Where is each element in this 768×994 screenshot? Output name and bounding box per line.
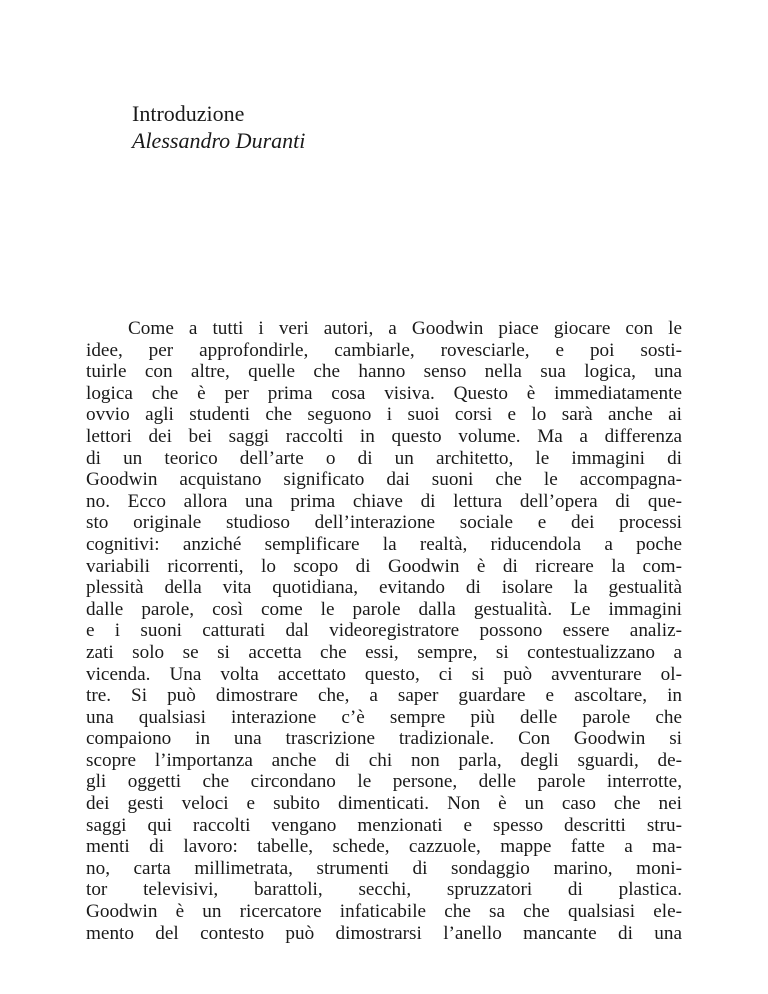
chapter-author: Alessandro Duranti xyxy=(132,128,306,153)
chapter-title: Introduzione xyxy=(132,101,245,126)
text-line: no, carta millimetrata, strumenti di sondaggio marino, moni- xyxy=(86,857,682,879)
text-line: saggi qui raccolti vengano menzionati e spesso descritti stru- xyxy=(86,814,682,836)
text-line: variabili ricorrenti, lo scopo di Goodwin è di ricreare la com- xyxy=(86,555,682,577)
text-line: Goodwin acquistano significato dai suoni che le accompagna- xyxy=(86,469,682,491)
text-line: dalle parole, così come le parole dalla gestualità. Le immagini xyxy=(86,598,682,620)
text-line: menti di lavoro: tabelle, schede, cazzuole, mappe fatte a ma- xyxy=(86,836,682,858)
text-line: dei gesti veloci e subito dimenticati. Non è un caso che nei xyxy=(86,793,682,815)
text-line: idee, per approfondirle, cambiarle, rovesciarle, e poi sosti- xyxy=(86,339,682,361)
text-line: Goodwin è un ricercatore infaticabile che sa che qualsiasi ele- xyxy=(86,901,682,923)
chapter-heading xyxy=(132,100,305,154)
text-line: mento del contesto può dimostrarsi l’anello mancante di una xyxy=(86,922,682,944)
text-line: compaiono in una trascrizione tradizionale. Con Goodwin si xyxy=(86,728,682,750)
text-line: di un teorico dell’arte o di un architetto, le immagini di xyxy=(86,447,682,469)
text-line: e i suoni catturati dal videoregistratore possono essere analiz- xyxy=(86,620,682,642)
text-line: plessità della vita quotidiana, evitando di isolare la gestualità xyxy=(86,577,682,599)
body-paragraph xyxy=(86,318,682,944)
text-line: sto originale studioso dell’interazione sociale e dei processi xyxy=(86,512,682,534)
text-line: cognitivi: anziché semplificare la realtà, riducendola a poche xyxy=(86,533,682,555)
text-line: vicenda. Una volta accettato questo, ci si può avventurare ol- xyxy=(86,663,682,685)
text-line: lettori dei bei saggi raccolti in questo volume. Ma a differenza xyxy=(86,425,682,447)
text-line: no. Ecco allora una prima chiave di lettura dell’opera di que- xyxy=(86,490,682,512)
text-line: Come a tutti i veri autori, a Goodwin piace giocare con le xyxy=(128,318,682,339)
text-line: gli oggetti che circondano le persone, delle parole interrotte, xyxy=(86,771,682,793)
text-line: tuirle con altre, quelle che hanno senso nella sua logica, una xyxy=(86,361,682,383)
text-line: scopre l’importanza anche di chi non parla, degli sguardi, de- xyxy=(86,749,682,771)
text-line: una qualsiasi interazione c’è sempre più delle parole che xyxy=(86,706,682,728)
text-line: tor televisivi, barattoli, secchi, spruzzatori di plastica. xyxy=(86,879,682,901)
text-line: logica che è per prima cosa visiva. Questo è immediatamente xyxy=(86,382,682,404)
text-line: zati solo se si accetta che essi, sempre, si contestualizzano a xyxy=(86,641,682,663)
text-line: ovvio agli studenti che seguono i suoi corsi e lo sarà anche ai xyxy=(86,404,682,426)
text-line: tre. Si può dimostrare che, a saper guardare e ascoltare, in xyxy=(86,685,682,707)
